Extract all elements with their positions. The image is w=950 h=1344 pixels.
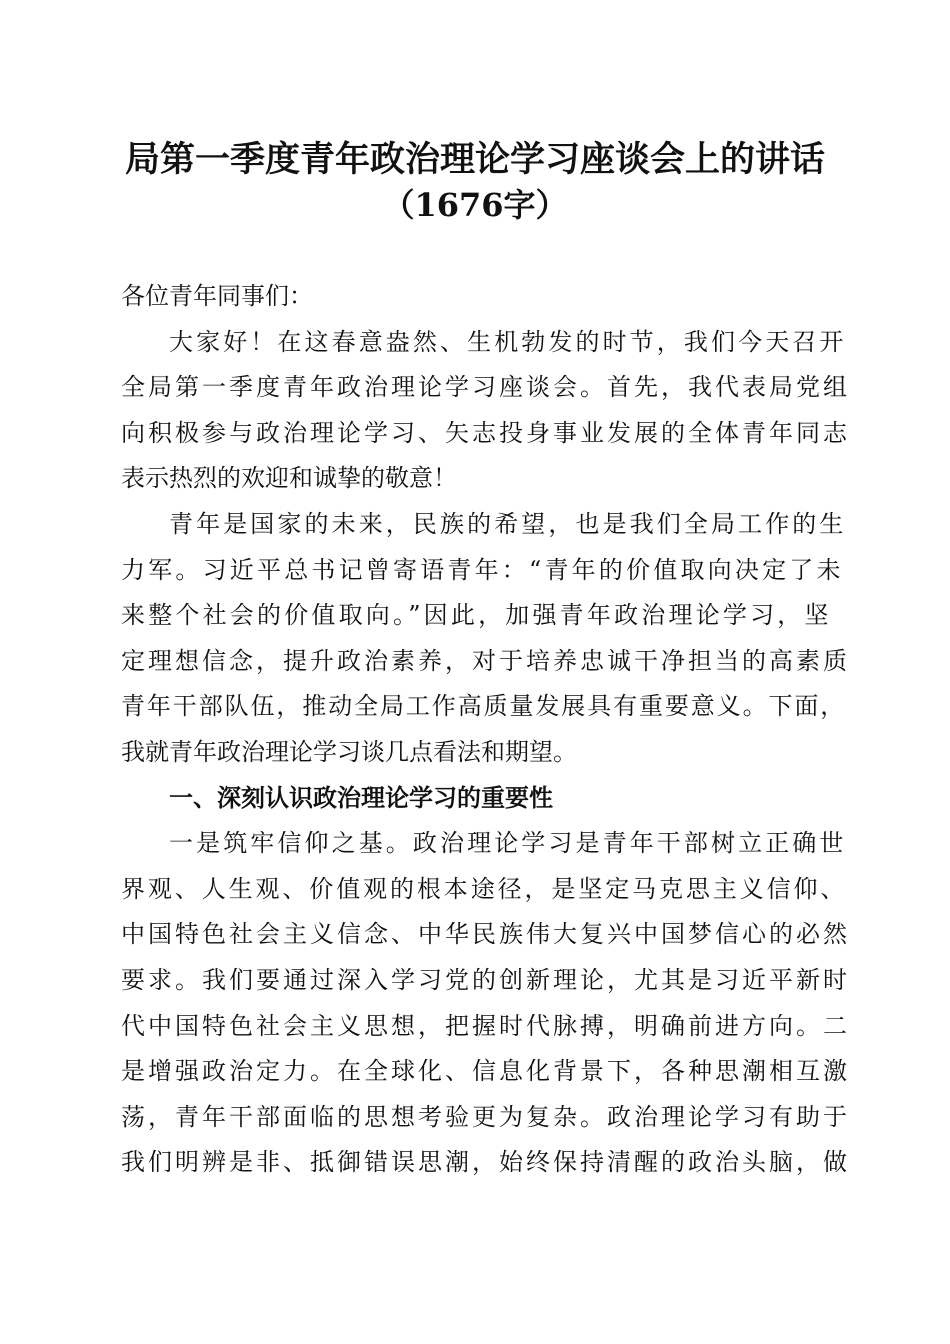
paragraph-line: 界观、人生观、价值观的根本途径，是坚定马克思主义信仰、: [121, 874, 848, 903]
paragraph-line: 代中国特色社会主义思想，把握时代脉搏，明确前进方向。二: [121, 1011, 850, 1040]
section-heading: 一、深刻认识政治理论学习的重要性: [169, 783, 553, 812]
paragraph-line: 力军。习近平总书记曾寄语青年：“青年的价值取向决定了未: [121, 555, 844, 584]
paragraph-line: 荡，青年干部面临的思想考验更为复杂。政治理论学习有助于: [121, 1102, 850, 1131]
paragraph-line: 中国特色社会主义信念、中华民族伟大复兴中国梦信心的必然: [121, 920, 850, 949]
document-title: 局第一季度青年政治理论学习座谈会上的讲话: [124, 139, 825, 180]
document-subtitle-word-count: （1676字）: [382, 186, 568, 224]
paragraph-line: 表示热烈的欢迎和诚挚的敬意！: [121, 464, 457, 493]
paragraph-line: 我就青年政治理论学习谈几点看法和期望。: [121, 737, 577, 766]
paragraph-line: 大家好！在这春意盎然、生机勃发的时节，我们今天召开: [169, 327, 847, 356]
paragraph-line: 青年干部队伍，推动全局工作高质量发展具有重要意义。下面，: [121, 692, 847, 721]
document-body: [121, 274, 850, 1186]
paragraph-line: 全局第一季度青年政治理论学习座谈会。首先，我代表局党组: [121, 373, 850, 402]
salutation: 各位青年同事们：: [121, 282, 313, 310]
paragraph-line: 来整个社会的价值取向。”因此，加强青年政治理论学习，坚: [121, 601, 832, 630]
paragraph-line: 要求。我们要通过深入学习党的创新理论，尤其是习近平新时: [121, 965, 850, 994]
paragraph-line: 青年是国家的未来，民族的希望，也是我们全局工作的生: [169, 509, 847, 538]
paragraph-line: 我们明辨是非、抵御错误思潮，始终保持清醒的政治头脑，做: [121, 1148, 850, 1177]
paragraph-line: 定理想信念，提升政治素养，对于培养忠诚干净担当的高素质: [121, 646, 850, 675]
paragraph-line: 是增强政治定力。在全球化、信息化背景下，各种思潮相互激: [121, 1057, 850, 1086]
paragraph-line: 一是筑牢信仰之基。政治理论学习是青年干部树立正确世: [169, 829, 847, 858]
paragraph-line: 向积极参与政治理论学习、矢志投身事业发展的全体青年同志: [121, 418, 850, 447]
